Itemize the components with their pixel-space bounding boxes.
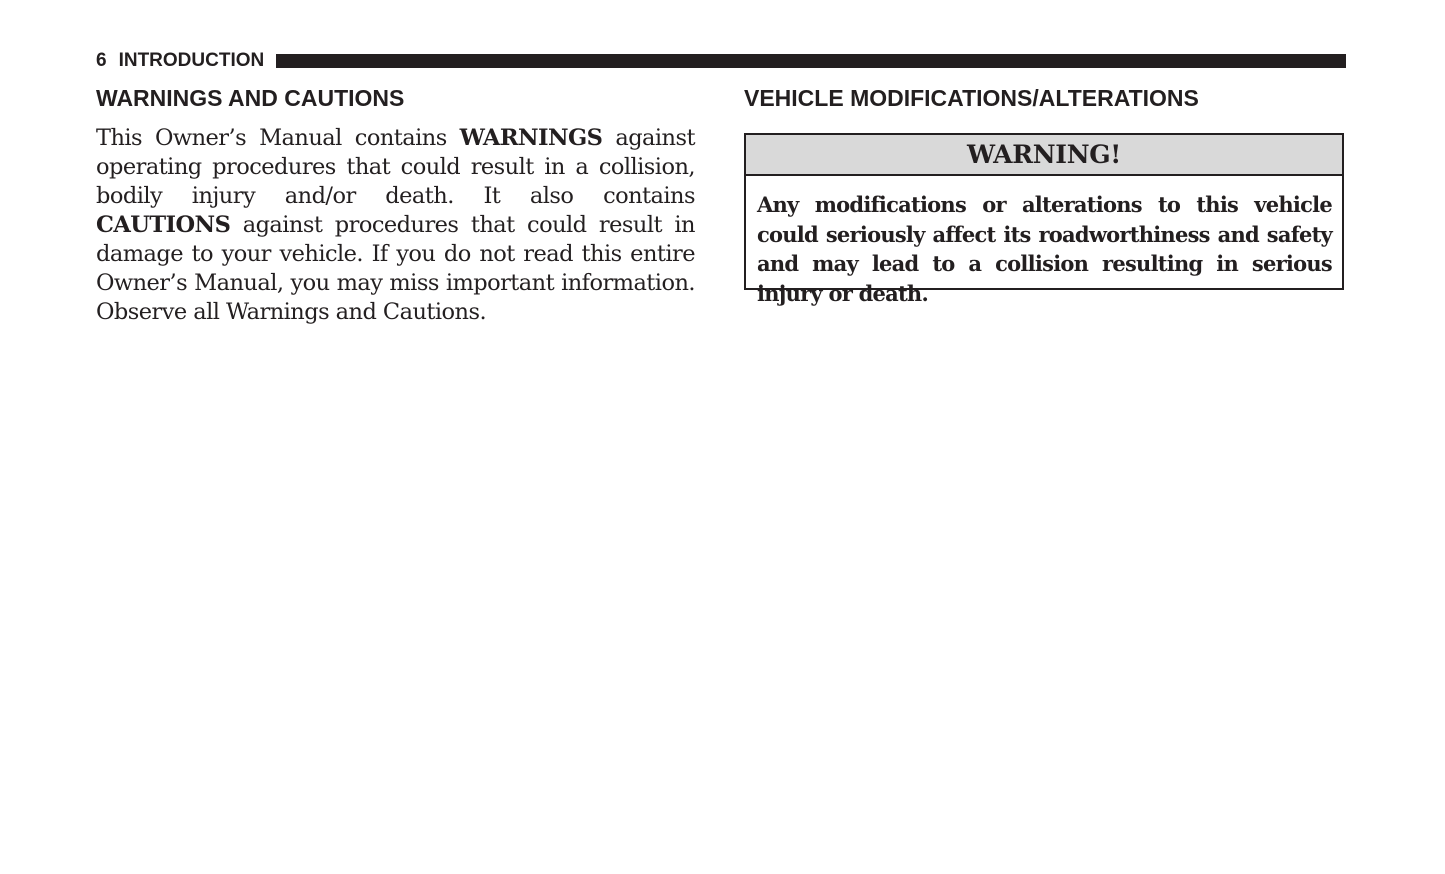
warning-text: Any modifications or alterations to this vehicle could seriously affect its roadworthiness and safety and may lead to a collision resulting in serious injury or death. <box>757 192 1332 306</box>
paragraph-text: This Owner’s Manual contains <box>96 125 460 151</box>
paragraph-text: against operating procedures that could result in a collision, bodily injury and/or death. It also contains <box>96 125 695 209</box>
paragraph-text: against procedures that could result in damage to your vehicle. If you do not read this entire Owner’s Manual, you may miss important information. Observe all Warnings and Cautions. <box>96 212 695 325</box>
warnings-cautions-paragraph <box>96 124 695 327</box>
warning-box <box>744 133 1344 306</box>
warnings-cautions-heading: WARNINGS AND CAUTIONS <box>96 85 405 111</box>
cautions-keyword: CAUTIONS <box>96 212 231 238</box>
warning-title: WARNING! <box>967 139 1121 169</box>
warning-title-bar <box>746 135 1342 176</box>
vehicle-modifications-heading: VEHICLE MODIFICATIONS/ALTERATIONS <box>744 85 1199 111</box>
page-number: 6 <box>96 50 107 71</box>
warnings-keyword: WARNINGS <box>459 125 603 151</box>
header-rule <box>276 54 1346 68</box>
section-title: INTRODUCTION <box>118 50 265 71</box>
page-header <box>96 50 1346 72</box>
